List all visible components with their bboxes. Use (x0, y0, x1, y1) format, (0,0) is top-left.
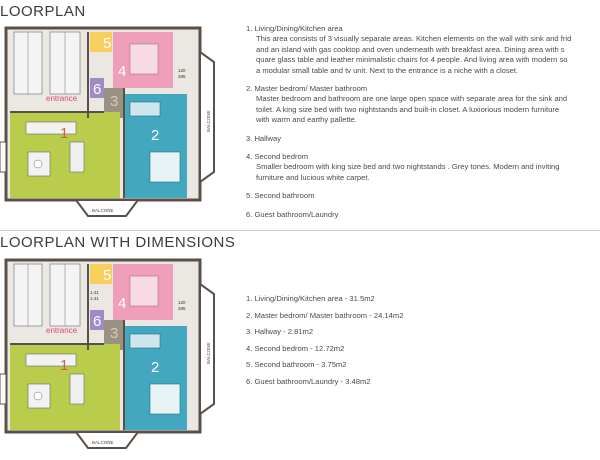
balcony-bottom-label: BALCONE (92, 208, 114, 213)
floorplan-drawing (0, 22, 224, 222)
room-number-2: 2 (151, 127, 160, 144)
legend-item (246, 210, 600, 220)
legend-area-item: 1. Living/Dining/Kitchen area - 31.5m2 (246, 294, 375, 303)
legend-area-item: 4. Second bedrom - 12.72m2 (246, 343, 345, 353)
floorplan-2 (0, 254, 224, 454)
legend-item-title: 2. Master bedrom/ Master bathroom (246, 84, 368, 94)
dimension-120: 120 (178, 68, 186, 73)
legend-area-item: 3. Hallway - 2.81m2 (246, 327, 314, 337)
legend-item-title: 4. Second bedrom (246, 152, 309, 162)
legend-item-title: 5. Second bathroom (246, 191, 315, 201)
room-number-6: 6 (93, 81, 102, 98)
legend-item-desc: Smaller bedroom with king size bed and two nightstands . Grey tones. Modern and inviting furniture and lucious white carpet. (256, 162, 560, 182)
room-number-1: 1 (60, 125, 69, 142)
section-title-dimensions: LOORPLAN WITH DIMENSIONS (0, 234, 236, 251)
room-number-5: 5 (103, 267, 112, 284)
legend-item-title: 1. Living/Dining/Kitchen area (246, 24, 343, 33)
balcony-right-label: BALCONE (206, 342, 211, 364)
balcony-right-label: BALCONE (206, 110, 211, 132)
room-number-4: 4 (118, 63, 127, 80)
room-number-3: 3 (110, 93, 119, 110)
balcony-bottom-label: BALCONE (92, 440, 114, 445)
legend-area-item: 5. Second bathroom - 3.75m2 (246, 360, 347, 370)
section-title-floorplan: LOORPLAN (0, 3, 86, 20)
dimension-120: 120 (178, 300, 186, 305)
legend-item-desc: This area consists of 3 visually separate areas. Kitchen elements on the wall with sink and frid and an island with gas cooktop and oven underneath with breakfast area. Dining area with s quare glass table and leather minimalistic chairs for 4 people. And living area with modern so a modular small table and tv unit. Next to the entrance is a niche with a closet. (256, 34, 572, 75)
legend-area-item: 6. Guest bathroom/Laundry - 3.48m2 (246, 376, 371, 386)
room-number-6: 6 (93, 313, 102, 330)
dimension-285: 285 (178, 306, 186, 311)
legend-item (246, 134, 600, 144)
room-number-2: 2 (151, 359, 160, 376)
room-areas (246, 294, 600, 394)
floorplan-1 (0, 22, 224, 222)
legend-area-item: 2. Master bedrom/ Master bathroom - 24.14m2 (246, 310, 404, 320)
room-number-1: 1 (60, 357, 69, 374)
legend-item (246, 152, 600, 183)
legend-item (246, 191, 600, 201)
room-number-3: 3 (110, 325, 119, 342)
room-number-4: 4 (118, 295, 127, 312)
dimension-141-b: 1.41 (90, 296, 99, 301)
entrance-label: entrance (46, 94, 78, 103)
legend-item-title: 3. Hallway (246, 133, 282, 143)
legend-item (246, 84, 600, 126)
dimension-141-a: 1.41 (90, 290, 99, 295)
entrance-label: entrance (46, 326, 78, 335)
floorplan-dimensions-drawing (0, 254, 224, 454)
room-number-5: 5 (103, 35, 112, 52)
legend-item-desc: Master bedroom and bathroom are one large open space with separate area for the sink and toilet. A king size bed with two nightstands and built-in closet. A luxiorious modern furniture with warm and earthy pallette. (256, 94, 568, 125)
room-descriptions (246, 24, 600, 228)
legend-item (246, 24, 600, 76)
section-divider (0, 230, 600, 231)
dimension-285: 285 (178, 74, 186, 79)
legend-item-title: 6. Guest bathroom/Laundry (246, 209, 339, 219)
